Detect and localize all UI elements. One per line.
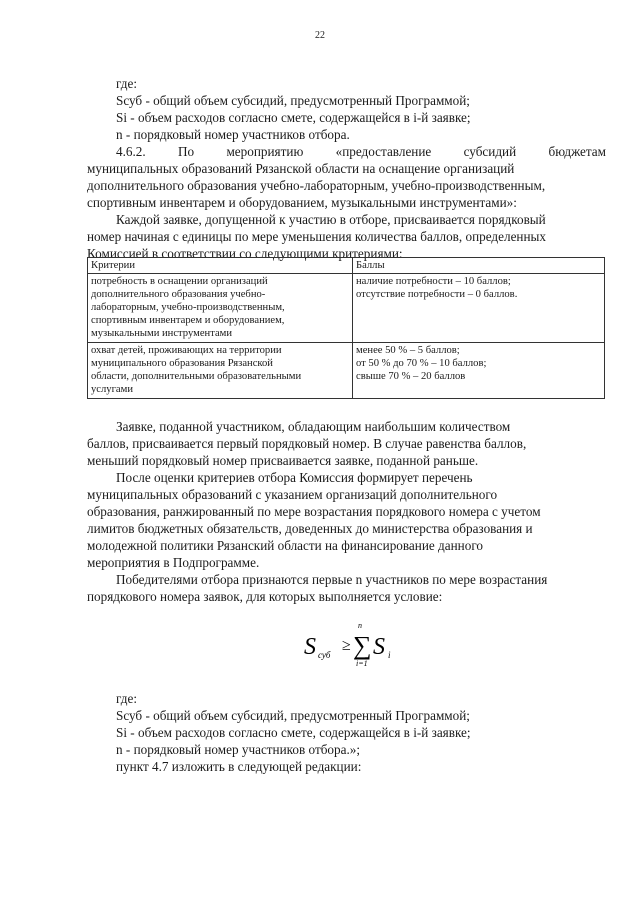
paragraph-462-line: 4.6.2. По мероприятию «предоставление субсидий бюджетам	[116, 144, 606, 159]
definition-n-2: n - порядковый номер участников отбора.»;	[116, 742, 361, 757]
formula-rhs-sub: i	[388, 650, 391, 660]
formula-svg	[300, 620, 410, 670]
criteria-table	[87, 257, 605, 399]
points-line: наличие потребности – 10 баллов;	[356, 276, 511, 287]
after-eval-line: После оценки критериев отбора Комиссия формирует перечень	[116, 470, 473, 485]
formula-lhs-sub: суб	[318, 650, 331, 660]
intro-line: Каждой заявке, допущенной к участию в отборе, присваивается порядковый	[116, 212, 546, 227]
final-instruction: пункт 4.7 изложить в следующей редакции:	[116, 759, 362, 774]
after-eval-line: молодежной политики Рязанский области на финансирование данного	[87, 538, 483, 553]
definition-s-total: Sсуб - общий объем субсидий, предусмотренный Программой;	[116, 93, 470, 108]
where-label-2: где:	[116, 691, 137, 706]
criterion-line: охват детей, проживающих на территории	[91, 345, 282, 356]
after-eval-line: образования, ранжированный по мере возрастания порядкового номера с учетом	[87, 504, 541, 519]
formula-upper-limit: n	[358, 621, 362, 630]
criterion-line: дополнительного образования учебно-	[91, 289, 266, 300]
criterion-line: музыкальными инструментами	[91, 328, 233, 339]
after-eval-line: муниципальных образований с указанием организаций дополнительного	[87, 487, 498, 502]
points-line: от 50 % до 70 % – 10 баллов;	[356, 358, 487, 369]
winners-line: Победителями отбора признаются первые n участников по мере возрастания	[116, 572, 548, 587]
intro-line: Комиссией в соответствии со следующими критериями:	[87, 246, 403, 261]
points-line: менее 50 % – 5 баллов;	[356, 345, 460, 356]
formula-operator: ≥	[342, 637, 351, 654]
points-line: отсутствие потребности – 0 баллов.	[356, 289, 518, 300]
after-table-line: Заявке, поданной участником, обладающим наибольшим количеством	[116, 419, 511, 434]
selection-formula	[300, 620, 410, 670]
definition-n: n - порядковый номер участников отбора.	[116, 127, 350, 142]
paragraph-462-line: дополнительного образования учебно-лабораторным, учебно-производственным,	[87, 178, 546, 193]
criterion-line: потребность в оснащении организаций	[91, 276, 268, 287]
after-table-line: меньший порядковый номер присваивается заявке, поданной раньше.	[87, 453, 479, 468]
winners-line: порядкового номера заявок, для которых выполняется условие:	[87, 589, 443, 604]
points-cell	[353, 274, 605, 343]
definition-si-2: Si - объем расходов согласно смете, содержащейся в i-й заявке;	[116, 725, 471, 740]
criterion-line: спортивным инвентарем и оборудованием,	[91, 315, 285, 326]
definition-s-total-2: Sсуб - общий объем субсидий, предусмотренный Программой;	[116, 708, 470, 723]
criterion-line: услугами	[91, 384, 134, 395]
header-criteria: Критерии	[88, 258, 353, 274]
paragraph-462-line: спортивным инвентарем и оборудованием, музыкальными инструментами»:	[87, 195, 517, 210]
after-table-line: баллов, присваивается первый порядковый номер. В случае равенства баллов,	[87, 436, 527, 451]
where-label: где:	[116, 76, 137, 91]
formula-rhs: S	[373, 634, 385, 660]
criterion-line: муниципального образования Рязанской	[91, 358, 273, 369]
after-eval-line: лимитов бюджетных обязательств, доведенных до министерства образования и	[87, 521, 533, 536]
criterion-line: лабораторным, учебно-производственным,	[91, 302, 285, 313]
page-number: 22	[315, 30, 325, 41]
header-points: Баллы	[353, 258, 605, 274]
formula-lhs: S	[304, 634, 316, 660]
points-line: свыше 70 % – 20 баллов	[356, 371, 466, 382]
definition-si: Si - объем расходов согласно смете, содержащейся в i-й заявке;	[116, 110, 471, 125]
formula-lower-limit: i=1	[356, 659, 368, 668]
table-row	[88, 274, 605, 343]
after-eval-line: мероприятия в Подпрограмме.	[87, 555, 260, 570]
table-header-row	[88, 258, 605, 274]
intro-line: номер начиная с единицы по мере уменьшения количества баллов, определенных	[87, 229, 546, 244]
formula-sum-sign: ∑	[353, 631, 372, 660]
criterion-line: области, дополнительными образовательными	[91, 371, 302, 382]
table-row	[88, 343, 605, 399]
criterion-cell	[88, 343, 353, 399]
paragraph-462-line: муниципальных образований Рязанской области на оснащение организаций	[87, 161, 515, 176]
criterion-cell	[88, 274, 353, 343]
points-cell	[353, 343, 605, 399]
